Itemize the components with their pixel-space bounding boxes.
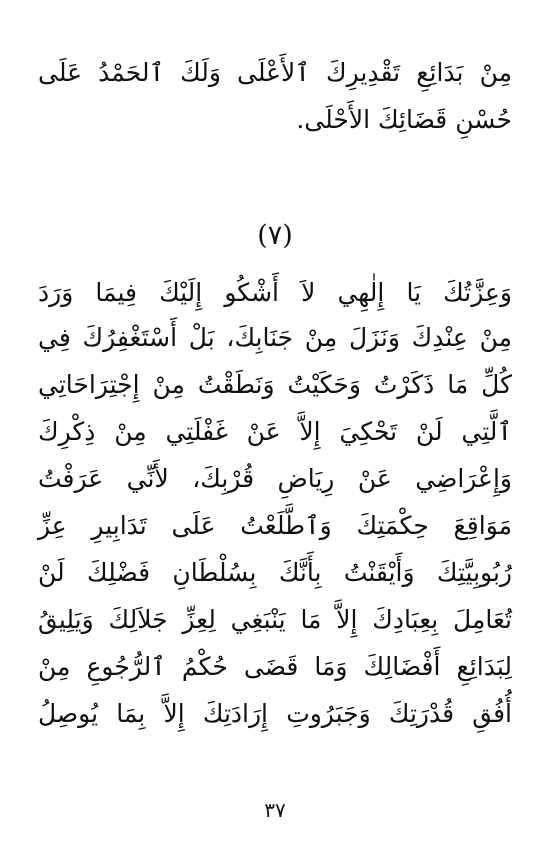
paragraph-line-4: ٱلَّتِي لَنْ تَحْكِيَ إِلاَّ عَنْ غَفْلَتِي مِنْ ذِكْرِكَ: [38, 417, 512, 446]
paragraph-line-10: أُفُقِ قُدْرَتِكَ وَجَبَرُوتِ إِرَادَتِكَ إِلاَّ بِمَا يُوصِلُ: [38, 699, 512, 728]
section-number: (٧): [257, 220, 293, 251]
paragraph-line-2: مِنْ عِنْدِكَ وَنَزَلَ مِنْ جَنَابِكَ، بَلْ أَسْتَغْفِرُكَ فِي: [38, 323, 512, 352]
top-paragraph-line-2: حُسْنِ قَضَائِكَ الأَحْلَى.: [296, 105, 512, 134]
paragraph-line-1: وَعِزَّتُكَ يَا إِلٰهِي لاَ أَشْكُو إِلَيْكَ فِيمَا وَرَدَ: [38, 278, 512, 307]
paragraph-line-7: رُبُوبِيَّتِكَ وَأَيْقَنْتُ بِأَنَّكَ بِسُلْطَانِ فَضْلِكَ لَنْ: [38, 558, 512, 587]
top-paragraph-line-1: مِنْ بَدَائِعِ تَقْدِيرِكَ ٱلأَعْلَى وَلَكَ ٱلحَمْدُ عَلَى: [38, 58, 512, 87]
paragraph-line-3: كُلِّ مَا ذَكَرْتُ وَحَكَيْتُ وَنَطَقْتُ مِنْ إِجْتِرَاحَاتِي: [38, 370, 512, 399]
paragraph-line-6: مَوَاقِعَ حِكْمَتِكَ وَٱطَّلَعْتُ عَلَى تَدَابِيرِ عِزِّ: [38, 511, 512, 540]
page-number: ٣٧: [264, 798, 286, 822]
paragraph-line-9: لِبَدَائِعِ أَفْضَالِكَ وَمَا قَضَى حُكْمُ ٱلرُّجُوعِ مِنْ: [38, 652, 512, 681]
paragraph-line-5: وَإِعْرَاضِي عَنْ رِيَاضِ قُرْبِكَ، لأَنِّي عَرَفْتُ: [38, 464, 512, 493]
paragraph-line-8: تُعَامِلَ بِعِبَادِكَ إِلاَّ مَا يَنْبَغِي لِعِزِّ جَلاَلِكَ وَيَلِيقُ: [38, 605, 512, 634]
